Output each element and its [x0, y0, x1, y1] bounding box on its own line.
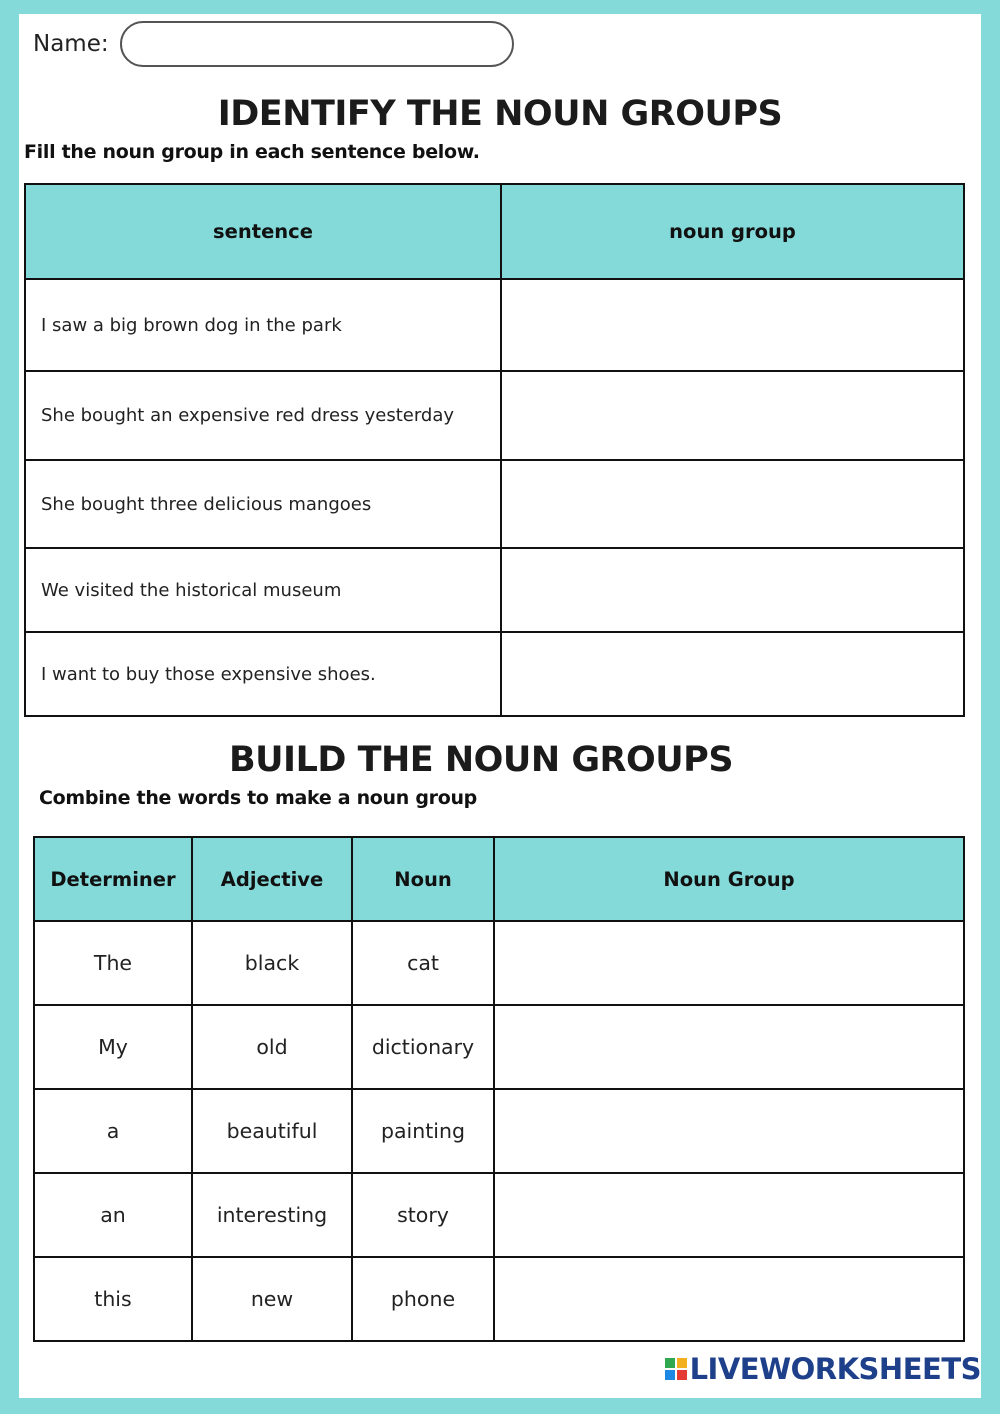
determiner-cell: this: [34, 1257, 192, 1341]
adjective-cell: new: [192, 1257, 352, 1341]
name-input[interactable]: [120, 21, 514, 67]
header-noun-group: noun group: [501, 184, 964, 279]
answer-input[interactable]: [494, 1005, 964, 1089]
build-table: [33, 836, 965, 1342]
header-noun: Noun: [352, 837, 494, 921]
answer-input[interactable]: [501, 548, 964, 632]
sentence-cell: We visited the historical museum: [25, 548, 501, 632]
identify-table: [24, 183, 965, 717]
section1-instruction: Fill the noun group in each sentence below.: [24, 141, 480, 163]
adjective-cell: black: [192, 921, 352, 1005]
header-noun-group: Noun Group: [494, 837, 964, 921]
adjective-cell: interesting: [192, 1173, 352, 1257]
noun-cell: dictionary: [352, 1005, 494, 1089]
table-row: [25, 548, 964, 632]
table-row: [34, 1005, 964, 1089]
answer-input[interactable]: [501, 632, 964, 716]
sentence-cell: She bought an expensive red dress yesterday: [25, 371, 501, 460]
sentence-cell: I saw a big brown dog in the park: [25, 279, 501, 371]
adjective-cell: old: [192, 1005, 352, 1089]
noun-cell: cat: [352, 921, 494, 1005]
section2-title: BUILD THE NOUN GROUPS: [228, 740, 734, 780]
determiner-cell: a: [34, 1089, 192, 1173]
table-row: [34, 921, 964, 1005]
header-determiner: Determiner: [34, 837, 192, 921]
table-row: [34, 1257, 964, 1341]
liveworksheets-logo[interactable]: [665, 1352, 981, 1386]
table-row: [34, 1173, 964, 1257]
determiner-cell: My: [34, 1005, 192, 1089]
table-header-row: [34, 837, 964, 921]
noun-cell: painting: [352, 1089, 494, 1173]
logo-text: LIVEWORKSHEETS: [689, 1352, 981, 1386]
noun-cell: story: [352, 1173, 494, 1257]
answer-input[interactable]: [494, 921, 964, 1005]
answer-input[interactable]: [501, 460, 964, 548]
worksheet-page: [19, 14, 981, 1398]
liveworksheets-logo-icon: [665, 1358, 687, 1380]
name-label: Name:: [33, 31, 109, 57]
determiner-cell: an: [34, 1173, 192, 1257]
table-row: [34, 1089, 964, 1173]
table-row: [25, 279, 964, 371]
answer-input[interactable]: [501, 371, 964, 460]
answer-input[interactable]: [501, 279, 964, 371]
table-header-row: [25, 184, 964, 279]
header-sentence: sentence: [25, 184, 501, 279]
section2-instruction: Combine the words to make a noun group: [39, 787, 477, 809]
noun-cell: phone: [352, 1257, 494, 1341]
sentence-cell: She bought three delicious mangoes: [25, 460, 501, 548]
answer-input[interactable]: [494, 1257, 964, 1341]
answer-input[interactable]: [494, 1089, 964, 1173]
table-row: [25, 460, 964, 548]
header-adjective: Adjective: [192, 837, 352, 921]
determiner-cell: The: [34, 921, 192, 1005]
sentence-cell: I want to buy those expensive shoes.: [25, 632, 501, 716]
table-row: [25, 632, 964, 716]
section1-title: IDENTIFY THE NOUN GROUPS: [217, 94, 783, 134]
answer-input[interactable]: [494, 1173, 964, 1257]
table-row: [25, 371, 964, 460]
adjective-cell: beautiful: [192, 1089, 352, 1173]
